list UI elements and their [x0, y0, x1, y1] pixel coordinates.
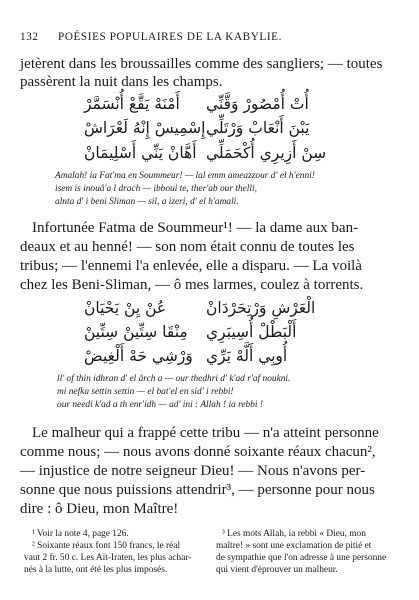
- text-line: Infortunée Fatma de Soummeur¹! — la dame aux ban-: [32, 220, 359, 236]
- arabic-hemistich: أُوبِي أَلَّهْ يَرِّي: [206, 347, 288, 365]
- arabic-hemistich: سِنْ أَزِيرِي أُكْحَمَلِّي: [206, 144, 327, 162]
- translit-line: our needi k'ad a th enr'idh — ad' ini : Allah ! ia rebbi !: [57, 400, 263, 410]
- arabic-hemistich: أَلْبَطْلْ أُسِيبَرِي: [206, 323, 297, 341]
- footnote-line: de sympathie que l'on adresse à une personne: [216, 553, 387, 563]
- arabic-hemistich: يَبْنَ أَنْعَابْ وَرْتَلِّي: [206, 119, 310, 137]
- arabic-hemistich: عُنْ يِنْ يَحْيَانْ: [84, 299, 167, 317]
- translit-line: ll' of thin idhran d' el ârch a — our thedhri d' k'ad r'af noukni.: [57, 374, 291, 384]
- text-line: deaux et au henné! — son nom était connu de toutes les: [20, 239, 355, 255]
- arabic-hemistich: أَهَّانْ يَنِّي أَسْلِيمَانْ: [84, 144, 197, 162]
- arabic-hemistich: أُتْ أُمْصُورْ وَقَّنِّي: [206, 95, 309, 113]
- text-line: chez les Beni-Sliman, — ô mes larmes, coulez à torrents.: [20, 277, 364, 293]
- text-line: dire : ô Dieu, mon Maître!: [20, 501, 179, 517]
- text-line: — injustice de notre seigneur Dieu! — Nous n'avons per-: [20, 463, 366, 479]
- arabic-hemistich: وَرْشِي حَهْ أَلْغِيضْ: [84, 347, 193, 365]
- text-line: comme nous; — nous avons donné soixante réaux chacun²,: [20, 444, 376, 460]
- footnote-line: vaut 2 fr. 50 c. Les Aït-Iraten, les plus achar-: [24, 553, 192, 563]
- arabic-hemistich: إِسْمِيسْ إِنْهُ لَعْرَاشْ: [84, 119, 206, 137]
- running-header: [20, 31, 403, 45]
- text-line: Le malheur qui a frappé cette tribu — n'a atteint personne: [32, 425, 379, 441]
- arabic-hemistich: الْعَرْشِ وَرْتِحَرْدَانْ: [206, 299, 316, 317]
- running-title: POÉSIES POPULAIRES DE LA KABYLIE.: [58, 31, 282, 43]
- footnote-line: nés à la lutte, ont été les plus imposés.: [24, 565, 168, 575]
- footnote-line: qui vient d'éprouver un malheur.: [216, 565, 338, 575]
- footnote-line: ¹ Voir la note 4, page 126.: [32, 529, 129, 539]
- page-number: 132: [20, 31, 39, 43]
- translit-line: mi nefka settin settin — el bat'el en sid' i rebbi!: [57, 387, 234, 397]
- text-line: passèrent la nuit dans les champs.: [20, 74, 223, 90]
- footnote-line: maître! » sont une exclamation de pitié et: [216, 541, 372, 551]
- footnote-line: ³ Les mots Allah, ia rebbi « Dieu, mon: [222, 529, 366, 539]
- translit-line: alnta d' i beni Sliman — sil, a izeri, d' el h'amali.: [55, 197, 239, 207]
- text-line: tribus; — l'ennemi l'a enlevée, elle a disparu. — La voilà: [20, 258, 362, 274]
- arabic-hemistich: أَمْنَهْ يَقَّعْ أُنْسَمَّرْ: [84, 95, 180, 113]
- footnote-line: ² Soixante réaux font 150 francs, le réal: [32, 541, 181, 551]
- text-line: sonne que nous puissions attendrir³, — personne pour nous: [20, 482, 375, 498]
- translit-line: Amalah! ia Fat'ma en Soummeur! — lal emm ameazzour d' el h'enni!: [55, 171, 315, 181]
- text-line: jetèrent dans les broussailles comme des sangliers; — toutes: [20, 56, 383, 72]
- translit-line: isem is inouâ'a l drach — ibboui te, ther'ab our thelli,: [55, 184, 257, 194]
- arabic-hemistich: مِنْقَا سِتِّينْ سِتِّينْ: [84, 323, 188, 341]
